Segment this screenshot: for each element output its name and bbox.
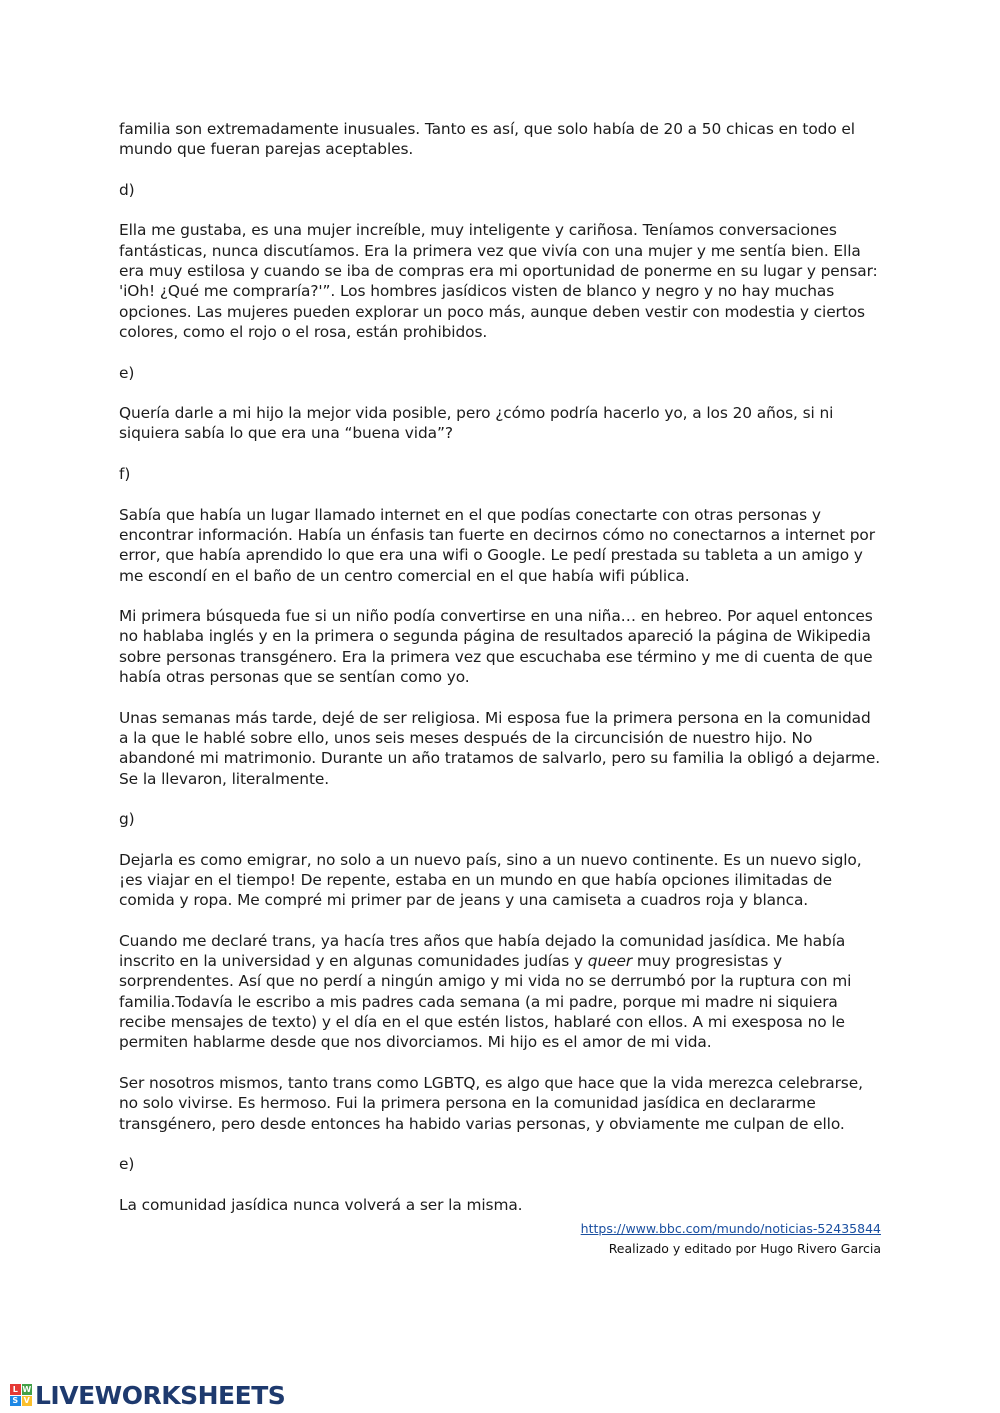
paragraph: Ella me gustaba, es una mujer increíble, muy inteligente y cariñosa. Teníamos conversaciones fantásticas, nunca discutíamos. Era la primera vez que vivía con una mujer y me sentía bien. Ella era muy estilosa y cuando se iba de compras era mi oportunidad de ponerme en su lugar y pensar: 'iOh! ¿Qué me compraría?'”. Los hombres jasídicos visten de blanco y negro y no hay muchas opciones. Las mujeres pueden explorar un poco más, aunque deben vestir con modestia y ciertos colores, como el rojo o el rosa, están prohibidos.	[119, 221, 878, 341]
paragraph: Ser nosotros mismos, tanto trans como LGBTQ, es algo que hace que la vida merezca celebrarse, no solo vivirse. Es hermoso. Fui la primera persona en la comunidad jasídica en declararme transgénero, pero desde entonces ha habido varias personas, y obviamente me culpan de ello.	[119, 1073, 863, 1133]
paragraph: Sabía que había un lugar llamado internet en el que podías conectarte con otras personas y encontrar información. Había un énfasis tan fuerte en decirnos cómo no conectarnos a internet por error, que había aprendido lo que era una wifi o Google. Le pedí prestada su tableta a un amigo y me escondí en el baño de un centro comercial en el que había wifi pública.	[119, 505, 875, 585]
document-body	[119, 119, 881, 1235]
liveworksheets-logo[interactable]	[10, 1382, 285, 1408]
credit-line: Realizado y editado por Hugo Rivero Garcia	[608, 1241, 881, 1256]
section-label: f)	[119, 465, 131, 484]
paragraph-lead: Cuando me declaré trans, ya hacía tres años que había dejado la comunidad jasídica. Me había inscrito en la universidad y en algunas comunidades judías y	[119, 931, 846, 971]
section-label: e)	[119, 1155, 135, 1174]
section-label: d)	[119, 180, 135, 199]
emphasized-word: queer	[587, 952, 633, 971]
logo-mark-cell: V	[22, 1396, 33, 1407]
paragraph: La comunidad jasídica nunca volverá a ser la misma.	[119, 1195, 523, 1214]
logo-mark-cell: W	[22, 1384, 32, 1394]
logo-text: LIVEWORKSHEETS	[35, 1380, 286, 1410]
section-label: g)	[119, 810, 135, 829]
paragraph: Dejarla es como emigrar, no solo a un nuevo país, sino a un nuevo continente. Es un nuevo siglo, ¡es viajar en el tiempo! De repente, estaba en un mundo en que había opciones ilimitadas de comida y ropa. Me compré mi primer par de jeans y una camiseta a cuadros roja y blanca.	[119, 850, 862, 910]
paragraph-tail: muy progresistas y sorprendentes. Así que no perdí a ningún amigo y mi vida no se derrumbó por la ruptura con mi familia.Todavía le escribo a mis padres cada semana (a mi padre, porque mi madre ni siquiera recibe mensajes de texto) y el día en el que estén listos, hablaré con ellos. A mi exesposa no le permiten hablarme desde que nos divorciamos. Mi hijo es el amor de mi vida.	[119, 952, 852, 1052]
paragraph: Unas semanas más tarde, dejé de ser religiosa. Mi esposa fue la primera persona en la comunidad a la que le hablé sobre ello, unos seis meses después de la circuncisión de nuestro hijo. No abandoné mi matrimonio. Durante un año tratamos de salvarlo, pero su familia la obligó a dejarme. Se la llevaron, literalmente.	[119, 708, 881, 788]
paragraph: familia son extremadamente inusuales. Tanto es así, que solo había de 20 a 50 chicas en todo el mundo que fueran parejas aceptables.	[119, 120, 855, 159]
logo-mark-cell: L	[10, 1384, 21, 1395]
source-link[interactable]: https://www.bbc.com/mundo/noticias-52435844	[580, 1221, 881, 1236]
paragraph: Mi primera búsqueda fue si un niño podía convertirse en una niña… en hebreo. Por aquel entonces no hablaba inglés y en la primera o segunda página de resultados apareció la página de Wikipedia sobre personas transgénero. Era la primera vez que escuchaba ese término y me di cuenta de que había otras personas que se sentían como yo.	[119, 607, 873, 687]
paragraph: Quería darle a mi hijo la mejor vida posible, pero ¿cómo podría hacerlo yo, a los 20 años, si ni siquiera sabía lo que era una “buena vida”?	[119, 404, 834, 443]
section-label: e)	[119, 363, 135, 382]
logo-mark-cell: S	[10, 1396, 21, 1407]
logo-mark-icon	[10, 1384, 32, 1406]
paragraph-with-emphasis	[119, 931, 881, 1053]
